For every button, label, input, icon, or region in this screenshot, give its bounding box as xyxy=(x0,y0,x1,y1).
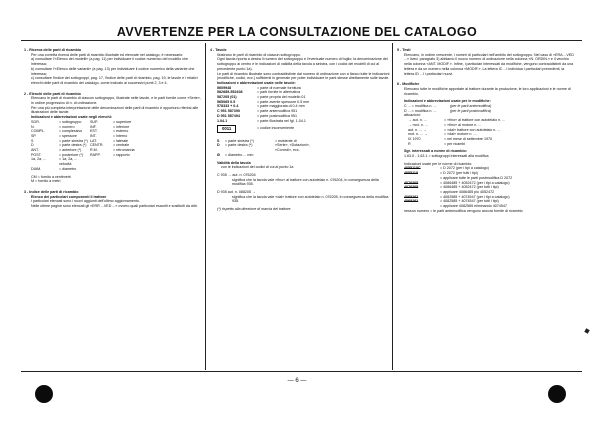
sym-cell: D xyxy=(217,143,220,148)
norm-last: nessun numero = le parti antemodifica vengono ancora fornite di ricambio xyxy=(404,208,523,213)
abb-cell: = inferiore xyxy=(113,124,130,129)
margin-mark xyxy=(584,328,589,333)
section-1-item-a: a) consultare l'«Elenco dei modelli» (a pag. 11) per individuare il codice numerico del modello che interessa; xyxy=(31,57,189,67)
code-desc: = parte maggiorata di 0.4 mm xyxy=(257,104,305,109)
norm-code: 4069262 xyxy=(404,199,419,204)
section-1-intro: Per una corretta ricerca delle parti di ricambio illustrate ed elencate nel catalogo, è necessario: xyxy=(31,52,184,57)
section-2-heading: 2 - Elenchi delle parti di ricambio xyxy=(24,91,81,96)
code-value: D 951 587494 xyxy=(217,113,240,118)
abb-cell: = laterale xyxy=(113,138,129,143)
validity-d935-desc: significa che la tavola vale «dal» trattore con autotelaio n. 076205, in conseguenza della modifica 935. xyxy=(232,194,389,204)
abb-cell: = esterno xyxy=(113,129,129,134)
aut-code: → mot. n. ... xyxy=(408,122,428,127)
abb-cell: = superiore xyxy=(113,119,132,124)
norm-desc: = applicare 4082585 eliminando 4074547 xyxy=(440,204,507,209)
section-3-para-2: Nelle ultime pagine sono elencati gli «ERR ...VED ...» ovvero quali particolari esauriti e sostituiti da altri. xyxy=(31,204,198,209)
abb-cell: LAT. xyxy=(90,138,98,143)
sym-cell: = esistente di xyxy=(275,138,297,143)
section-4-indications-heading: Indicazioni e abbreviazioni usate nelle tavole: xyxy=(217,80,296,85)
code-desc: = parte postmodifica 951 xyxy=(257,113,297,118)
norm-code: 4069262 xyxy=(404,194,419,199)
binder-hole-right xyxy=(548,385,566,403)
mod-desc: (per le parti postmodifica) xyxy=(450,108,492,113)
section-4-para-3: Le parti di ricambio illustrate sono contraddistinte dal numero di ordinazione con a fianco tutte le indicazioni (modifiche, codici, ecc.) sufficienti in generale per poter individuare le parti stesse direttamente sulle tavole. xyxy=(217,71,390,81)
symbols-table xyxy=(210,139,390,158)
section-3-subheading: Elenco dei particolari componenti il trattore xyxy=(31,194,107,199)
column-2 xyxy=(210,45,390,370)
column-divider-2 xyxy=(392,43,393,370)
code-desc: = parte di normale fornitura xyxy=(257,85,301,90)
abb-cell: D xyxy=(31,143,34,148)
section-2-para-1: Elencano le parti di ricambio di ciascun sottogruppo, illustrate nelle tavole, e le parti fornite come «Serie», in ordine progressivo di n. di ordinazione. xyxy=(31,96,201,106)
abb-cell: = spessore xyxy=(59,133,77,138)
section-5-heading: 5 - Testi xyxy=(397,48,411,52)
column-1 xyxy=(24,45,202,370)
norm-code: 4055118C xyxy=(404,166,421,171)
norm-code: 4055118 xyxy=(404,171,418,176)
abb-cell: = parte destra (*) xyxy=(59,143,87,148)
aut-code: aut. n. ... → xyxy=(408,127,427,132)
sym-cell: «Serie», «Dotazioni», «Corredi», ecc. xyxy=(275,143,310,153)
abb-cell: 1a, 2a, ... xyxy=(31,157,47,162)
abb-cell: = retromarcia xyxy=(113,148,135,153)
abb-cell: R.M. xyxy=(90,148,98,153)
sym-cell: = diametro ... mm xyxy=(225,152,254,157)
norm-code: 4076305 xyxy=(404,185,419,190)
abb-cell: = sottogruppo xyxy=(59,119,82,124)
page-number: — 6 — xyxy=(287,378,307,384)
binder-hole-left xyxy=(35,385,53,403)
abb-cell: CENTR. xyxy=(90,143,104,148)
section-5-para: Elencano, in ordine crescente, i numeri di particolari nell'ambito del sottogruppo. Nel caso di «ERA ...VED ...» lived. paragrafo 3) abbiamo il nuovo numero di ordinazione nella colonna «N. ORDIN.» e il vecchio nella colonna «ANT. MODIF.». Infine, i particolari interessati da modifiche, vengono contraddistinti da una lettera e da un numero nella colonna «MODIF.». La lettera IC ...I individua i particolari precedenti, la lettera ID ...I i particolari nuovi. xyxy=(404,52,574,76)
norm-desc: = 4086485 + 4052472 (per tutti i tipi) xyxy=(440,185,499,190)
unit-m: M = fornito a metri xyxy=(31,179,61,184)
validity-para: con le indicazioni dei codici di cui al punto 1a xyxy=(221,165,294,170)
code-desc: = parte propria del modello 01 xyxy=(257,95,306,100)
abb-cell: COMPL. xyxy=(31,129,45,134)
mod-code: D ... = modifica n. ... xyxy=(404,108,437,113)
aut-desc: = nel mese di settembre 1970 xyxy=(444,136,493,141)
validity-d935: D 935 aut. n. 088205 → xyxy=(217,190,256,195)
section-3-heading: 3 - Indice delle parti di ricambio xyxy=(24,189,79,194)
abb-cell: POST. xyxy=(31,152,42,157)
norm-desc: = applicare tutte le parti postmodifica D 2072 xyxy=(440,175,513,180)
aut-desc: = «fino» al trattore con autotelaio n. ... xyxy=(444,118,506,123)
abb-cell: DIAM. xyxy=(31,166,42,171)
norm-desc: = applicare 4086485 più 4052472 xyxy=(440,189,495,194)
abb-cell: INF. xyxy=(90,124,97,129)
sym-cell: Ø xyxy=(217,152,220,157)
page-title: AVVERTENZE PER LA CONSULTAZIONE DEL CATALOGO xyxy=(116,25,478,39)
abb-cell: = 1a, 2a, ... velocità xyxy=(59,157,78,167)
code-desc: = parte illustrata nel fgl. 1.04.1 xyxy=(257,118,306,123)
inconvenience-code-box: 0011 xyxy=(217,125,236,133)
top-rule xyxy=(21,40,582,41)
section-6-para: Elencano tutte le modifiche apportate al trattore durante la produzione, le loro applicazioni e le norme di ricambio. xyxy=(404,86,571,96)
abb-cell: = rapporto xyxy=(113,152,130,157)
aut-desc: = «fino» al motore n. ... xyxy=(444,122,482,127)
code-row xyxy=(217,119,390,124)
abb-cell: INT. xyxy=(90,133,97,138)
abb-cell xyxy=(90,167,112,172)
attuazioni-label: attuazioni: xyxy=(404,113,421,118)
mod-code: C ... = modifica n. ... xyxy=(404,104,437,109)
validity-c935: C 935 → aut. n. 076204 xyxy=(217,172,256,177)
code-desc: = parte avente spessore 0.5 mm xyxy=(257,99,310,104)
abbreviations-table xyxy=(24,120,202,172)
norm-desc: = D 2072 (per i tipi a catalogo) xyxy=(440,166,489,171)
abb-cell: SGR. xyxy=(31,119,40,124)
footnote: (*) rispetto alla direzione di marcia del trattore. xyxy=(217,207,292,212)
abb-cell: = diametro xyxy=(59,166,77,171)
section-6-indications-heading: Indicazioni e abbreviazioni usate per le modifiche: xyxy=(404,99,491,104)
validity-heading: Validità della tavola xyxy=(217,160,251,165)
bottom-rule xyxy=(21,371,582,372)
sym-cell xyxy=(275,153,317,158)
abb-cell: = interno xyxy=(113,133,128,138)
abb-cell: = complessivo xyxy=(59,129,83,134)
abb-cell: RAPP. xyxy=(90,152,101,157)
sgr-heading: Sgr. interessati a norme di ricambio: xyxy=(404,149,467,154)
norm-code: 4076305 xyxy=(404,180,419,185)
section-2-abbreviations-heading: Indicazioni e abbreviazioni usate negli elenchi: xyxy=(31,115,112,120)
code-value: 5609948 xyxy=(217,85,232,90)
abb-cell: ANT. xyxy=(31,148,39,153)
section-6-heading: 6 - Modifiche xyxy=(397,82,420,87)
code-value: C 951 587390 xyxy=(217,109,240,114)
norms-list xyxy=(397,166,575,208)
code-value: 582689-552408 xyxy=(217,90,243,95)
code-value: 1.04.1 xyxy=(217,118,228,123)
code-value: 578333 + 0.4 xyxy=(217,104,239,109)
sgr-line: 1.63.0 - 1.63.1 = sottogruppi interessati alla modifica xyxy=(404,154,489,159)
norm-desc: = 4082585 + 4074547 (per tutti i tipi) xyxy=(440,199,499,204)
abb-cell xyxy=(113,157,141,166)
sym-cell: = parte sinistra (*) xyxy=(225,138,254,143)
abb-cell: SP. xyxy=(31,133,37,138)
section-1-item-c: c) consultare l'indice dei sottogruppi, pag. 17, l'indice delle parti di ricambio, pag. 19, le tavole e i relativi elenchi delle parti di ricambio del catalogo, come indicato ai successivi punti 2, 3 e 4. xyxy=(31,76,198,85)
section-3-para-1: I particolari elencati sono i nuovi aggiunti dell'ultimo aggiornamento. xyxy=(31,199,140,204)
abb-cell: N. xyxy=(31,124,35,129)
section-1-item-b: b) consultare l'«Elenco delle varianti» (a pag. 13) per individuare il codice numerico della variante che interessa; xyxy=(31,66,195,76)
abb-cell: = centrale xyxy=(113,143,130,148)
abb-cell: S xyxy=(31,138,34,143)
aut-code: mot. n. ... → xyxy=(408,132,428,137)
code-box-desc: = codice inconveniente xyxy=(257,126,295,131)
aut-list xyxy=(397,118,575,146)
column-divider-1 xyxy=(205,43,206,370)
mod-desc: (per le parti antemodifica) xyxy=(450,104,492,109)
aut-code: IX 1970 xyxy=(408,136,421,141)
code-value: 587205 (01) xyxy=(217,95,237,100)
code-desc: = parte antemodifica 951 xyxy=(257,109,298,114)
aut-desc: = «dal» trattore con autotelaio n. ... xyxy=(444,127,501,132)
section-1-heading: 1 - Ricerca delle parti di ricambio xyxy=(24,48,82,52)
aut-code: R xyxy=(408,141,411,146)
code-value: 565065 0.5 xyxy=(217,99,236,104)
code-desc: = parti fornite in alternativa xyxy=(257,90,301,95)
section-4-para-1: Illustrano le parti di ricambio di ciascun sottogruppo. xyxy=(217,52,301,57)
aut-desc: = «dal» motore n. ... xyxy=(444,132,477,137)
abb-cell: SUP. xyxy=(90,119,99,124)
abb-cell: = parte sinistra (*) xyxy=(59,138,88,143)
abb-cell xyxy=(113,167,141,172)
section-2-para-2: Per una più completa interpretazione delle denominazioni delle parti di ricambio è opportuno riferirsi alle illustrazioni delle tavole. xyxy=(31,105,199,115)
abb-cell: = posteriore (*) xyxy=(59,152,84,157)
norm-heading: Indicazioni usate per le norme di ricambio: xyxy=(404,161,473,166)
validity-c935-desc: significa che la tavola vale «fino» al trattore con autotelaio n. 076204, in conseguenza della modifica 935. xyxy=(232,177,379,187)
abb-cell xyxy=(90,157,112,166)
section-4-heading: 4 - Tavole xyxy=(210,48,227,52)
sym-cell: = parte destra (*) xyxy=(225,143,253,148)
column-3 xyxy=(397,45,575,370)
unit-cm: CM = fornito a centimetri xyxy=(31,174,71,179)
code-box-row xyxy=(217,125,390,133)
codes-list xyxy=(210,86,390,133)
norm-desc: = 4086485 + 4052472 (per i tipi a catalogo) xyxy=(440,180,510,185)
abb-cell: = numero xyxy=(59,124,75,129)
aut-code: → aut. n. ... xyxy=(408,118,427,123)
norm-desc: = D 2072 (per tutti i tipi) xyxy=(440,171,478,176)
section-4-para-2: Ogni tavola riporta a destra il numero del sottogruppo e l'eventuale numero di foglio; la denominazione del sottogruppo ai centro e le indicazioni di validità della tavola a sinistra, con i codici dei modelli di cui al precedente punto 1a). xyxy=(217,57,388,71)
abb-cell: EST. xyxy=(90,129,98,134)
abb-cell: = anteriore (*) xyxy=(59,148,82,153)
aut-desc: = per ricambi xyxy=(444,141,466,146)
norm-desc: = 4082585 + 4074547 (per i tipi a catalogo) xyxy=(440,194,510,199)
sym-cell: S xyxy=(217,138,220,143)
